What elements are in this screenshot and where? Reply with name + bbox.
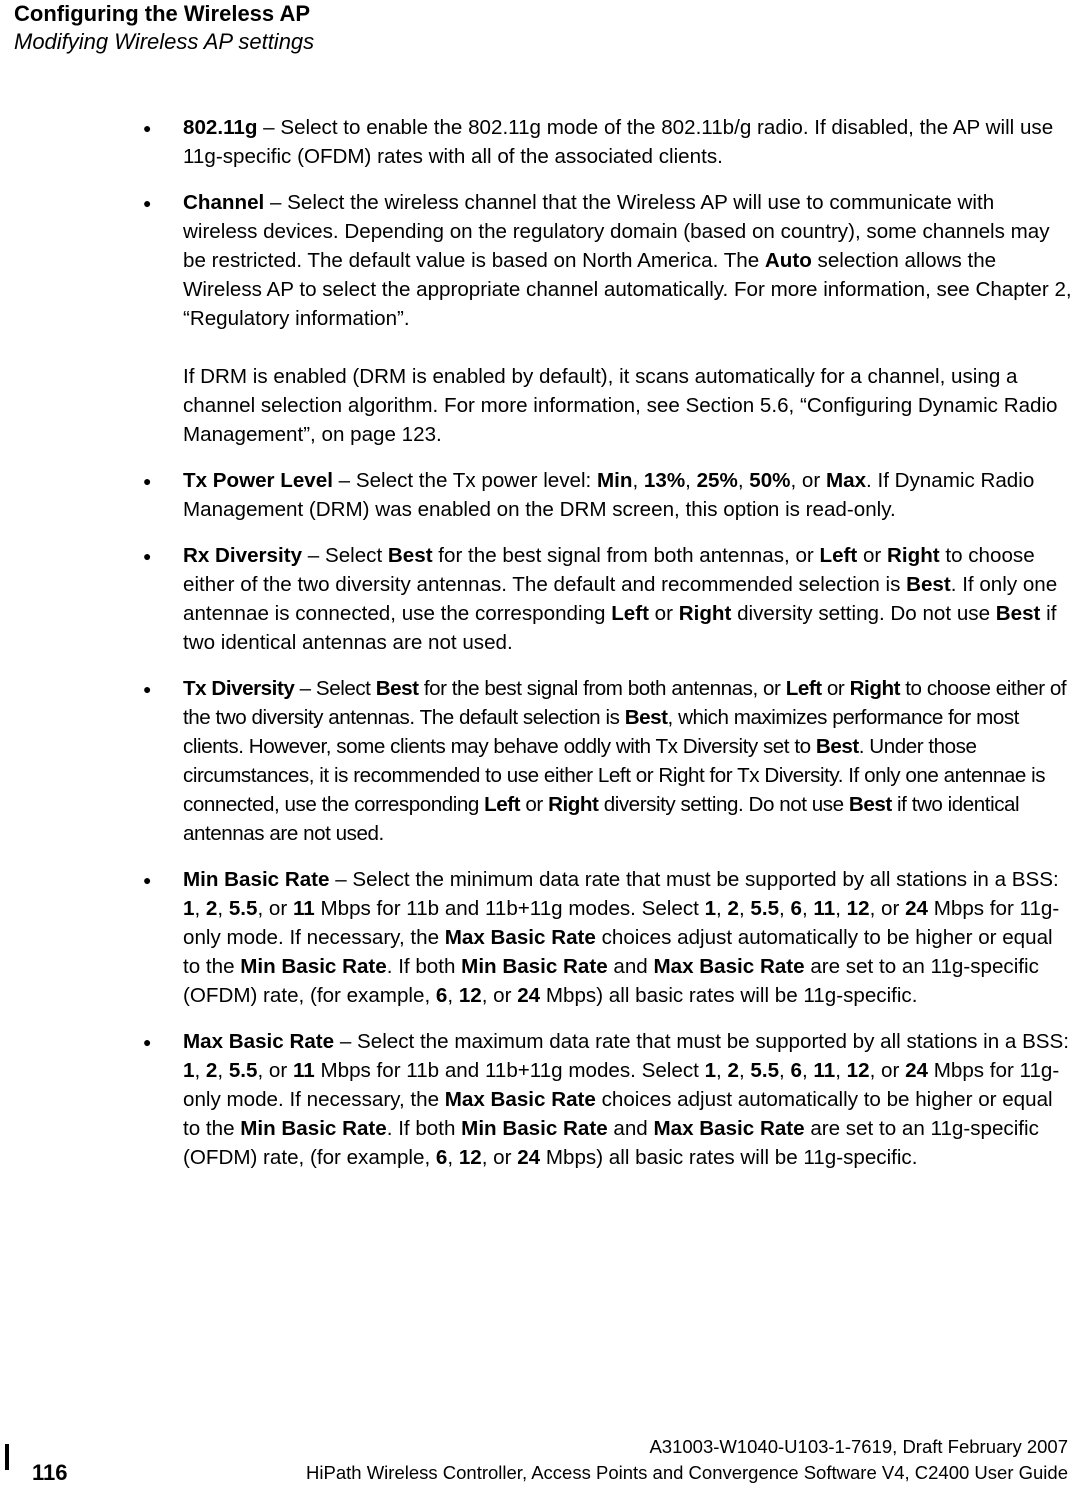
text-run: , which maximizes performance for most clients. However, some clients may behave oddly with Tx Diversity set to [183, 706, 1019, 758]
text-run: , [194, 897, 206, 920]
bullet-item [143, 674, 1073, 848]
bold-term: 5.5 [228, 1059, 258, 1082]
text-run: choices adjust automatically to be higher or equal to the [183, 1088, 1053, 1140]
bold-term: Max [825, 469, 867, 492]
bold-term: Channel [183, 191, 265, 214]
text-run: – Select the minimum data rate that must be supported by all stations in a BSS: [329, 868, 1059, 891]
text-run: Mbps for 11g-only mode. If necessary, the [183, 897, 1060, 949]
text-run: , [738, 897, 751, 920]
bold-term: Max Basic Rate [444, 1088, 596, 1111]
bold-term: Rx Diversity [183, 544, 303, 567]
text-run: , [194, 1059, 206, 1082]
text-run: , [447, 984, 459, 1007]
bullet-body [183, 541, 1073, 657]
text-run: or [648, 602, 679, 625]
bold-term: 24 [517, 984, 541, 1007]
bold-term: 11 [292, 1059, 315, 1082]
text-run: to choose either of the two diversity antennas. The default and recommended selection is [183, 544, 1035, 596]
text-run: , or [257, 897, 293, 920]
bullet-body [183, 1027, 1073, 1172]
bold-term: Min Basic Rate [240, 1117, 387, 1140]
text-run: , or [869, 897, 906, 920]
bullet-body [183, 466, 1073, 524]
bullet-item [143, 541, 1073, 657]
bullet-icon: ● [143, 195, 152, 211]
chapter-title: Configuring the Wireless AP [14, 1, 311, 26]
bold-term: 5.5 [228, 897, 258, 920]
text-run: Mbps for 11g-only mode. If necessary, the [183, 1059, 1060, 1111]
text-run: or [857, 544, 888, 567]
bullet-paragraph [183, 865, 1073, 1010]
bold-term: 6 [790, 897, 802, 920]
footer-document-id: A31003-W1040-U103-1-7619, Draft February 2007 [649, 1436, 1068, 1457]
bold-term: Max Basic Rate [183, 1030, 335, 1053]
bold-term: 11 [292, 897, 315, 920]
text-run: – Select the Tx power level: [332, 469, 597, 492]
bold-term: 24 [905, 897, 928, 920]
bullet-paragraph [183, 674, 1073, 848]
text-run: If DRM is enabled (DRM is enabled by default), it scans automatically for a channel, using a channel selection algorithm. For more information, see Section 5.6, “Configuring Dynamic Radio Management”, on page 123. [183, 365, 1058, 446]
text-run: . If both [386, 1117, 462, 1140]
text-run: diversity setting. Do not use [598, 793, 849, 816]
text-run: or [821, 677, 850, 700]
bold-term: 2 [727, 897, 739, 920]
text-run: , or [869, 1059, 906, 1082]
text-run: for the best signal from both antennas, or [418, 677, 786, 700]
bullet-icon: ● [143, 1034, 152, 1050]
text-run: , or [790, 469, 826, 492]
text-run: , [217, 897, 229, 920]
text-run: , [801, 897, 814, 920]
text-run: – Select [302, 544, 388, 567]
text-run: , [737, 469, 750, 492]
bold-term: 11 [813, 897, 836, 920]
bold-term: 25% [696, 469, 738, 492]
text-run: or [520, 793, 549, 816]
bullet-item [143, 1027, 1073, 1172]
text-run: Mbps) all basic rates will be 11g-specific. [540, 984, 918, 1007]
text-run: diversity setting. Do not use [731, 602, 996, 625]
bold-term: 12 [458, 1146, 482, 1169]
bullet-list [143, 113, 1073, 1189]
bullet-body [183, 674, 1073, 848]
bullet-icon: ● [143, 120, 152, 136]
bold-term: 2 [205, 897, 218, 920]
bold-term: Max Basic Rate [653, 1117, 805, 1140]
bold-term: Best [848, 793, 892, 816]
bold-term: Auto [764, 249, 812, 272]
text-run: , [738, 1059, 751, 1082]
text-run: . Under those circumstances, it is recommended to use either Left or Right for Tx Diversity. If only one antennae is connected, use the corresponding [183, 735, 1046, 816]
bullet-item [143, 188, 1073, 449]
text-run: , [685, 469, 697, 492]
text-run: , or [257, 1059, 293, 1082]
bold-term: Tx Diversity [183, 677, 295, 700]
bullet-icon: ● [143, 548, 152, 564]
bold-term: Left [484, 793, 521, 816]
bold-term: 50% [749, 469, 791, 492]
text-run: , [716, 1059, 728, 1082]
text-run: Mbps) all basic rates will be 11g-specific. [540, 1146, 918, 1169]
bold-term: Max Basic Rate [444, 926, 596, 949]
bold-term: Right [678, 602, 732, 625]
footer-product-title: HiPath Wireless Controller, Access Points and Convergence Software V4, C2400 User Guide [306, 1462, 1068, 1483]
bold-term: 13% [643, 469, 686, 492]
text-run: , [779, 897, 791, 920]
text-run: . If Dynamic Radio Management (DRM) was enabled on the DRM screen, this option is read-only. [183, 469, 1035, 521]
bullet-paragraph [183, 1027, 1073, 1172]
bold-term: Tx Power Level [183, 469, 333, 492]
bold-term: Best [375, 677, 419, 700]
text-run: , or [481, 984, 518, 1007]
bold-term: Best [387, 544, 433, 567]
bold-term: 1 [183, 1059, 195, 1082]
bold-term: 24 [517, 1146, 541, 1169]
bold-term: 12 [458, 984, 482, 1007]
bold-term: Right [548, 793, 599, 816]
bold-term: 5.5 [750, 897, 780, 920]
section-title: Modifying Wireless AP settings [14, 29, 315, 54]
bold-term: Min Basic Rate [240, 955, 387, 978]
bold-term: 12 [846, 1059, 870, 1082]
page-number: 116 [32, 1460, 68, 1485]
text-run: Mbps for 11b and 11b+11g modes. Select [314, 897, 705, 920]
text-run: , [217, 1059, 229, 1082]
text-run: – Select to enable the 802.11g mode of the 802.11b/g radio. If disabled, the AP will use 11g-specific (OFDM) rates with all of the associated clients. [183, 116, 1054, 168]
text-run: – Select the maximum data rate that must be supported by all stations in a BSS: [334, 1030, 1069, 1053]
bullet-body [183, 865, 1073, 1010]
bold-term: Max Basic Rate [653, 955, 805, 978]
bold-term: Min Basic Rate [461, 955, 608, 978]
text-run: , [447, 1146, 459, 1169]
page-header [14, 0, 314, 56]
bold-term: Left [611, 602, 649, 625]
bullet-body [183, 188, 1073, 449]
text-run: , [779, 1059, 791, 1082]
bold-term: 6 [435, 984, 448, 1007]
bold-term: Min [597, 469, 633, 492]
text-run: , [716, 897, 728, 920]
bold-term: 2 [205, 1059, 218, 1082]
change-bar [5, 1444, 9, 1470]
bold-term: 12 [846, 897, 870, 920]
text-run: are set to an 11g-specific (OFDM) rate, (for example, [183, 955, 1039, 1007]
bold-term: Right [849, 677, 900, 700]
bold-term: Left [819, 544, 858, 567]
bold-term: Right [887, 544, 940, 567]
bullet-item [143, 466, 1073, 524]
bullet-icon: ● [143, 872, 152, 888]
text-run: , [835, 897, 847, 920]
text-run: and [607, 955, 654, 978]
text-run: if two identical antennas are not used. [183, 602, 1057, 654]
text-run: – Select [294, 677, 376, 700]
bold-term: 1 [704, 1059, 717, 1082]
bold-term: 1 [183, 897, 195, 920]
bullet-icon: ● [143, 473, 152, 489]
bold-term: Best [815, 735, 859, 758]
text-run: are set to an 11g-specific (OFDM) rate, (for example, [183, 1117, 1039, 1169]
text-run: for the best signal from both antennas, or [432, 544, 820, 567]
text-run: , or [481, 1146, 518, 1169]
text-run: and [607, 1117, 654, 1140]
bullet-paragraph [183, 541, 1073, 657]
bullet-paragraph [183, 113, 1073, 171]
bullet-icon: ● [143, 681, 152, 697]
bold-term: 6 [435, 1146, 448, 1169]
text-run: Mbps for 11b and 11b+11g modes. Select [314, 1059, 705, 1082]
bold-term: Best [906, 573, 951, 596]
bold-term: 6 [790, 1059, 802, 1082]
bullet-item [143, 865, 1073, 1010]
bold-term: Min Basic Rate [183, 868, 330, 891]
text-run: – Select the wireless channel that the Wireless AP will use to communicate with wireless devices. Depending on the regulatory domain (based on country), some channels may be restricted. The default value is based on North America. The [183, 191, 1050, 272]
bold-term: Best [995, 602, 1041, 625]
text-run: , [632, 469, 644, 492]
text-run: if two identical antennas are not used. [183, 793, 1020, 845]
bullet-item [143, 113, 1073, 171]
text-run: selection allows the Wireless AP to select the appropriate channel automatically. For more information, see Chapter 2, “Regulatory information”. [183, 249, 1072, 330]
text-run: . If both [386, 955, 462, 978]
text-run: choices adjust automatically to be higher or equal to the [183, 926, 1053, 978]
bullet-body [183, 113, 1073, 171]
bullet-paragraph [183, 362, 1073, 449]
bold-term: Min Basic Rate [461, 1117, 608, 1140]
bullet-paragraph [183, 466, 1073, 524]
bold-term: 11 [813, 1059, 836, 1082]
bold-term: 802.11g [183, 116, 258, 139]
bullet-paragraph [183, 188, 1073, 333]
text-run: , [801, 1059, 814, 1082]
bold-term: Best [624, 706, 668, 729]
text-run: , [835, 1059, 847, 1082]
bold-term: 24 [905, 1059, 928, 1082]
bold-term: 1 [704, 897, 717, 920]
bold-term: 5.5 [750, 1059, 780, 1082]
bold-term: 2 [727, 1059, 739, 1082]
text-run: to choose either of the two diversity antennas. The default selection is [183, 677, 1067, 729]
bold-term: Left [785, 677, 822, 700]
text-run: . If only one antennae is connected, use the corresponding [183, 573, 1058, 625]
